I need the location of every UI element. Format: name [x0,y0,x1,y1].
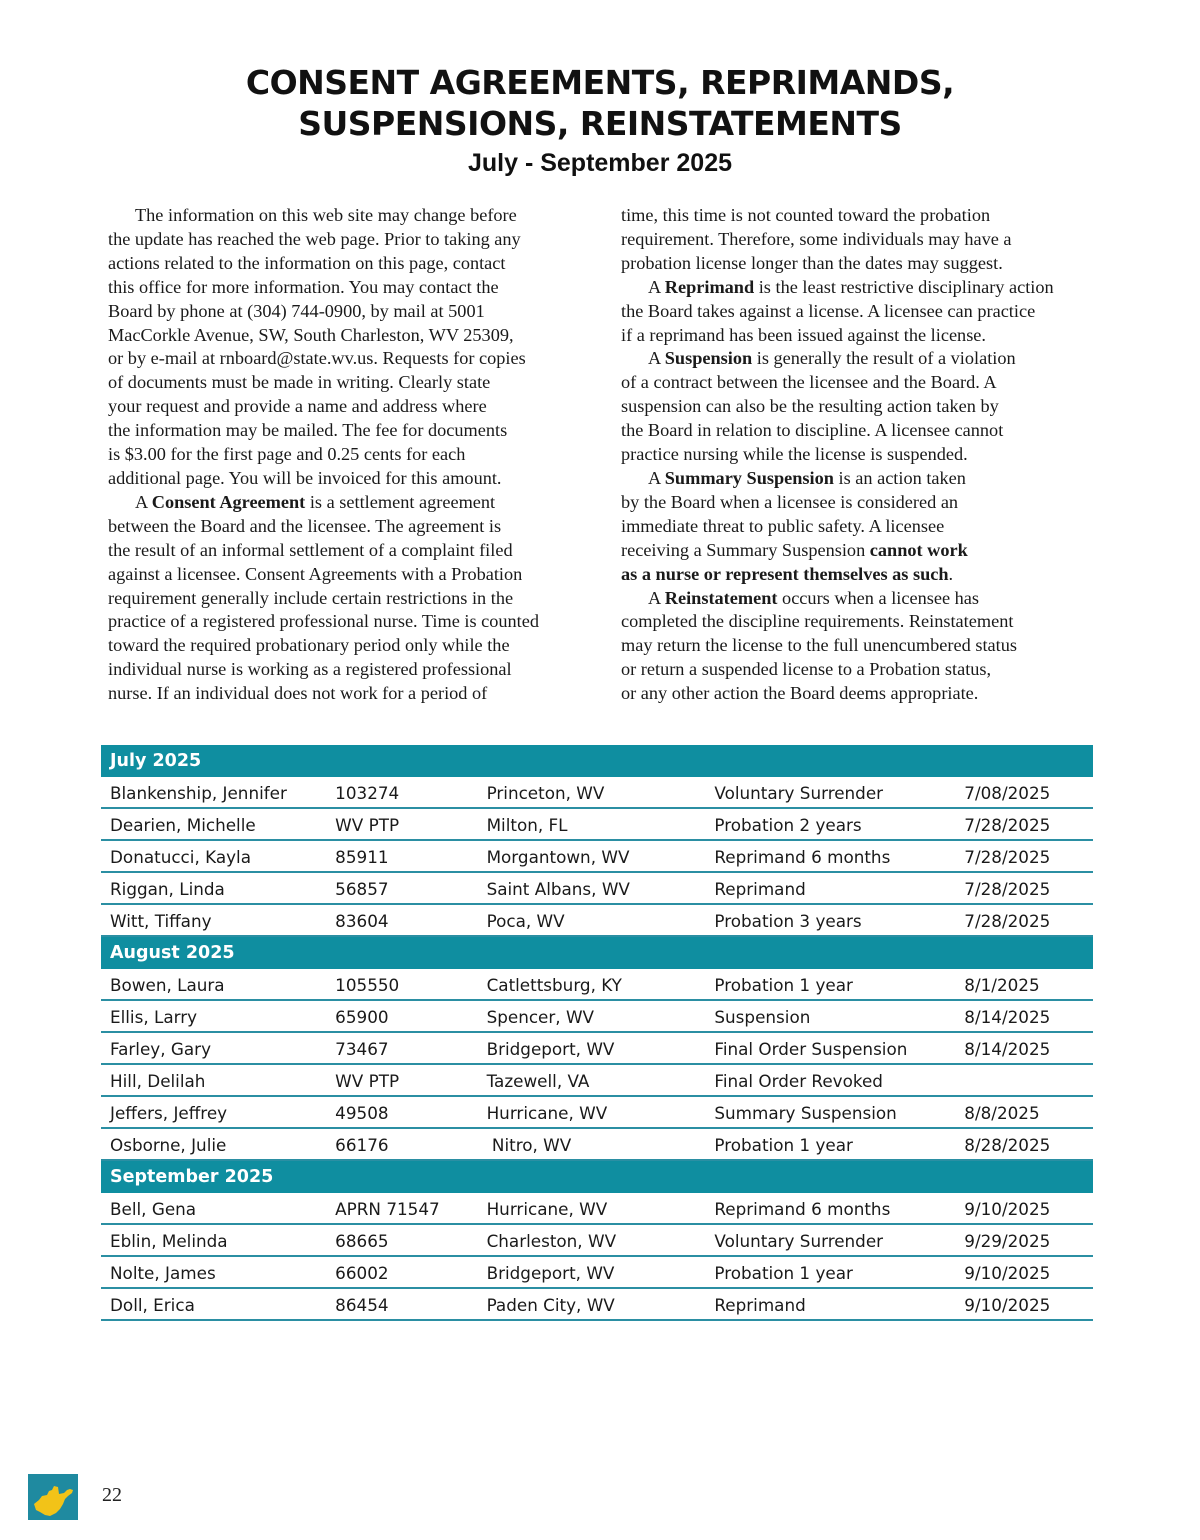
location-cell: Bridgeport, WV [478,1256,706,1288]
intro-line [621,658,1101,682]
location-cell: Nitro, WV [478,1128,706,1160]
nurse-name-cell: Bowen, Laura [101,968,326,1000]
intro-line [108,587,578,611]
page-title-line-2: SUSPENSIONS, REINSTATEMENTS [298,104,902,143]
intro-text: MacCorkle Avenue, SW, South Charleston, WV 25309, [108,324,514,345]
intro-text: immediate threat to public safety. A licensee [621,515,945,536]
intro-text: of documents must be made in writing. Clearly state [108,372,491,393]
intro-line [108,610,578,634]
location-cell: Poca, WV [478,904,706,936]
intro-text: A [648,467,665,488]
intro-text: this office for more information. You may contact the [108,276,499,297]
nurse-name-cell: Witt, Tiffany [101,904,326,936]
disciplinary-action-cell: Reprimand 6 months [705,1192,955,1224]
action-date-cell: 8/8/2025 [955,1096,1093,1128]
intro-column-left [108,204,578,706]
intro-text: additional page. You will be invoiced for this amount. [108,467,502,488]
intro-line [621,324,1101,348]
intro-line [621,419,1101,443]
location-cell: Saint Albans, WV [478,872,706,904]
intro-text: of a contract between the licensee and the Board. A [621,372,997,393]
intro-text: toward the required probationary period only while the [108,635,510,656]
location-cell: Milton, FL [478,808,706,840]
license-number-cell: 65900 [326,1000,477,1032]
intro-line [621,491,1101,515]
intro-text: is an action taken [833,467,966,488]
intro-line [108,204,578,228]
intro-line [108,491,578,515]
action-date-cell: 7/28/2025 [955,872,1093,904]
intro-text: or by e-mail at rnboard@state.wv.us. Requests for copies [108,348,526,369]
disciplinary-action-cell: Probation 1 year [705,1256,955,1288]
intro-line [621,539,1101,563]
intro-text: suspension can also be the resulting action taken by [621,396,999,417]
disciplinary-action-cell: Probation 1 year [705,968,955,1000]
intro-line [108,515,578,539]
license-number-cell: WV PTP [326,1064,477,1096]
intro-bold-term: Suspension [664,348,753,369]
intro-bold-term: Consent Agreement [151,491,306,512]
intro-line [621,300,1101,324]
license-number-cell: APRN 71547 [326,1192,477,1224]
intro-text: may return the license to the full unencumbered status [621,635,1017,656]
intro-bold-term: cannot work [869,539,968,560]
table-row [101,968,1093,1000]
intro-text: actions related to the information on this page, contact [108,252,506,273]
license-number-cell: 49508 [326,1096,477,1128]
disciplinary-action-cell: Reprimand [705,1288,955,1320]
license-number-cell: 103274 [326,776,477,808]
disciplinary-action-cell: Suspension [705,1000,955,1032]
disciplinary-action-cell: Final Order Suspension [705,1032,955,1064]
intro-bold-term: Reinstatement [664,587,778,608]
intro-text: A [648,276,665,297]
intro-text: completed the discipline requirements. Reinstatement [621,611,1014,632]
intro-line [621,228,1101,252]
intro-bold-term: as a nurse or represent themselves as such [621,563,949,584]
action-date-cell: 9/29/2025 [955,1224,1093,1256]
intro-line [108,563,578,587]
action-date-cell: 8/14/2025 [955,1000,1093,1032]
nurse-name-cell: Bell, Gena [101,1192,326,1224]
intro-line [621,515,1101,539]
section-label: July 2025 [101,745,1093,776]
license-number-cell: 73467 [326,1032,477,1064]
intro-line [621,443,1101,467]
nurse-name-cell: Blankenship, Jennifer [101,776,326,808]
nurse-name-cell: Dearien, Michelle [101,808,326,840]
intro-text: . [948,563,954,584]
section-header [101,936,1093,968]
intro-line [108,634,578,658]
table-row [101,808,1093,840]
disciplinary-action-cell: Final Order Revoked [705,1064,955,1096]
intro-line [108,347,578,371]
intro-line [621,587,1101,611]
intro-bold-term: Summary Suspension [664,467,834,488]
intro-text: by the Board when a licensee is considered an [621,491,959,512]
section-header [101,745,1093,776]
intro-text: is a settlement agreement [305,491,496,512]
intro-line [108,228,578,252]
intro-text: the Board takes against a license. A licensee can practice [621,300,1036,321]
intro-line [108,371,578,395]
table-row [101,1128,1093,1160]
table-row [101,1096,1093,1128]
intro-text: the information may be mailed. The fee for documents [108,420,508,441]
action-date-cell [955,1064,1093,1096]
intro-line [108,419,578,443]
disciplinary-action-cell: Reprimand [705,872,955,904]
disciplinary-action-cell: Voluntary Surrender [705,776,955,808]
table-row [101,1064,1093,1096]
table-row [101,776,1093,808]
location-cell: Bridgeport, WV [478,1032,706,1064]
intro-line [621,634,1101,658]
intro-text: practice of a registered professional nurse. Time is counted [108,611,540,632]
table-row [101,1288,1093,1320]
intro-line [621,467,1101,491]
location-cell: Hurricane, WV [478,1096,706,1128]
license-number-cell: 86454 [326,1288,477,1320]
disciplinary-action-cell: Probation 2 years [705,808,955,840]
license-number-cell: 85911 [326,840,477,872]
intro-text: A [135,491,152,512]
disciplinary-action-cell: Summary Suspension [705,1096,955,1128]
intro-line [108,539,578,563]
nurse-name-cell: Farley, Gary [101,1032,326,1064]
table-row [101,840,1093,872]
location-cell: Tazewell, VA [478,1064,706,1096]
intro-text: is $3.00 for the first page and 0.25 cents for each [108,444,466,465]
intro-text: against a licensee. Consent Agreements with a Probation [108,563,523,584]
page-title [0,62,1200,144]
nurse-name-cell: Nolte, James [101,1256,326,1288]
intro-text: requirement generally include certain restrictions in the [108,587,514,608]
intro-text: between the Board and the licensee. The agreement is [108,515,502,536]
intro-line [621,204,1101,228]
intro-text: is generally the result of a violation [752,348,1016,369]
section-label: August 2025 [101,936,1093,968]
nurse-name-cell: Osborne, Julie [101,1128,326,1160]
table-row [101,872,1093,904]
intro-text: individual nurse is working as a registered professional [108,659,512,680]
location-cell: Charleston, WV [478,1224,706,1256]
intro-text: receiving a Summary Suspension [621,539,870,560]
nurse-name-cell: Doll, Erica [101,1288,326,1320]
location-cell: Catlettsburg, KY [478,968,706,1000]
action-date-cell: 7/28/2025 [955,808,1093,840]
table-row [101,1000,1093,1032]
table-row [101,1032,1093,1064]
location-cell: Spencer, WV [478,1000,706,1032]
intro-text: is the least restrictive disciplinary action [754,276,1054,297]
intro-line [621,563,1101,587]
section-header [101,1160,1093,1192]
license-number-cell: 66176 [326,1128,477,1160]
intro-text: the update has reached the web page. Prior to taking any [108,228,521,249]
intro-text: or any other action the Board deems appropriate. [621,683,979,704]
intro-line [108,252,578,276]
table-row [101,1256,1093,1288]
intro-line [108,324,578,348]
action-date-cell: 7/28/2025 [955,840,1093,872]
intro-line [108,300,578,324]
license-number-cell: WV PTP [326,808,477,840]
intro-text: The information on this web site may change before [135,205,517,225]
intro-column-right [621,204,1101,706]
page-subtitle: July - September 2025 [467,149,732,177]
intro-line [621,610,1101,634]
location-cell: Hurricane, WV [478,1192,706,1224]
license-number-cell: 105550 [326,968,477,1000]
table-row [101,904,1093,936]
intro-text: A [648,348,665,369]
disciplinary-action-cell: Probation 1 year [705,1128,955,1160]
location-cell: Morgantown, WV [478,840,706,872]
action-date-cell: 9/10/2025 [955,1192,1093,1224]
intro-text: your request and provide a name and address where [108,396,487,417]
intro-text: Board by phone at (304) 744-0900, by mail at 5001 [108,300,485,321]
nurse-name-cell: Hill, Delilah [101,1064,326,1096]
intro-text: practice nursing while the license is suspended. [621,444,968,465]
nurse-name-cell: Riggan, Linda [101,872,326,904]
page-title-line-1: CONSENT AGREEMENTS, REPRIMANDS, [245,63,955,102]
intro-line [108,658,578,682]
intro-line [108,682,578,706]
intro-line [621,276,1101,300]
nurse-name-cell: Ellis, Larry [101,1000,326,1032]
intro-line [108,443,578,467]
intro-line [108,276,578,300]
intro-line [108,467,578,491]
intro-text: the Board in relation to discipline. A licensee cannot [621,420,1004,441]
intro-text: A [648,587,665,608]
nurse-name-cell: Donatucci, Kayla [101,840,326,872]
action-date-cell: 7/08/2025 [955,776,1093,808]
section-label: September 2025 [101,1160,1093,1192]
action-date-cell: 7/28/2025 [955,904,1093,936]
intro-line [621,395,1101,419]
license-number-cell: 66002 [326,1256,477,1288]
license-number-cell: 68665 [326,1224,477,1256]
disciplinary-action-cell: Probation 3 years [705,904,955,936]
table-row [101,1192,1093,1224]
intro-text: time, this time is not counted toward the probation [621,205,991,225]
discipline-table [101,745,1093,1321]
intro-line [621,682,1101,706]
intro-line [108,395,578,419]
intro-text: if a reprimand has been issued against the license. [621,324,986,345]
action-date-cell: 9/10/2025 [955,1256,1093,1288]
table-row [101,1224,1093,1256]
action-date-cell: 8/1/2025 [955,968,1093,1000]
license-number-cell: 56857 [326,872,477,904]
intro-text: probation license longer than the dates may suggest. [621,252,1003,273]
license-number-cell: 83604 [326,904,477,936]
nurse-name-cell: Jeffers, Jeffrey [101,1096,326,1128]
intro-line [621,252,1101,276]
intro-text: or return a suspended license to a Probation status, [621,659,992,680]
intro-line [621,371,1101,395]
action-date-cell: 8/28/2025 [955,1128,1093,1160]
intro-line [621,347,1101,371]
intro-text: the result of an informal settlement of a complaint filed [108,539,513,560]
location-cell: Paden City, WV [478,1288,706,1320]
west-virginia-state-icon [28,1474,78,1520]
location-cell: Princeton, WV [478,776,706,808]
disciplinary-action-cell: Reprimand 6 months [705,840,955,872]
page-number: 22 [102,1484,122,1506]
intro-text: occurs when a licensee has [777,587,979,608]
disciplinary-action-cell: Voluntary Surrender [705,1224,955,1256]
action-date-cell: 9/10/2025 [955,1288,1093,1320]
intro-text: requirement. Therefore, some individuals may have a [621,228,1012,249]
action-date-cell: 8/14/2025 [955,1032,1093,1064]
nurse-name-cell: Eblin, Melinda [101,1224,326,1256]
intro-text: nurse. If an individual does not work for a period of [108,683,488,704]
intro-bold-term: Reprimand [664,276,755,297]
